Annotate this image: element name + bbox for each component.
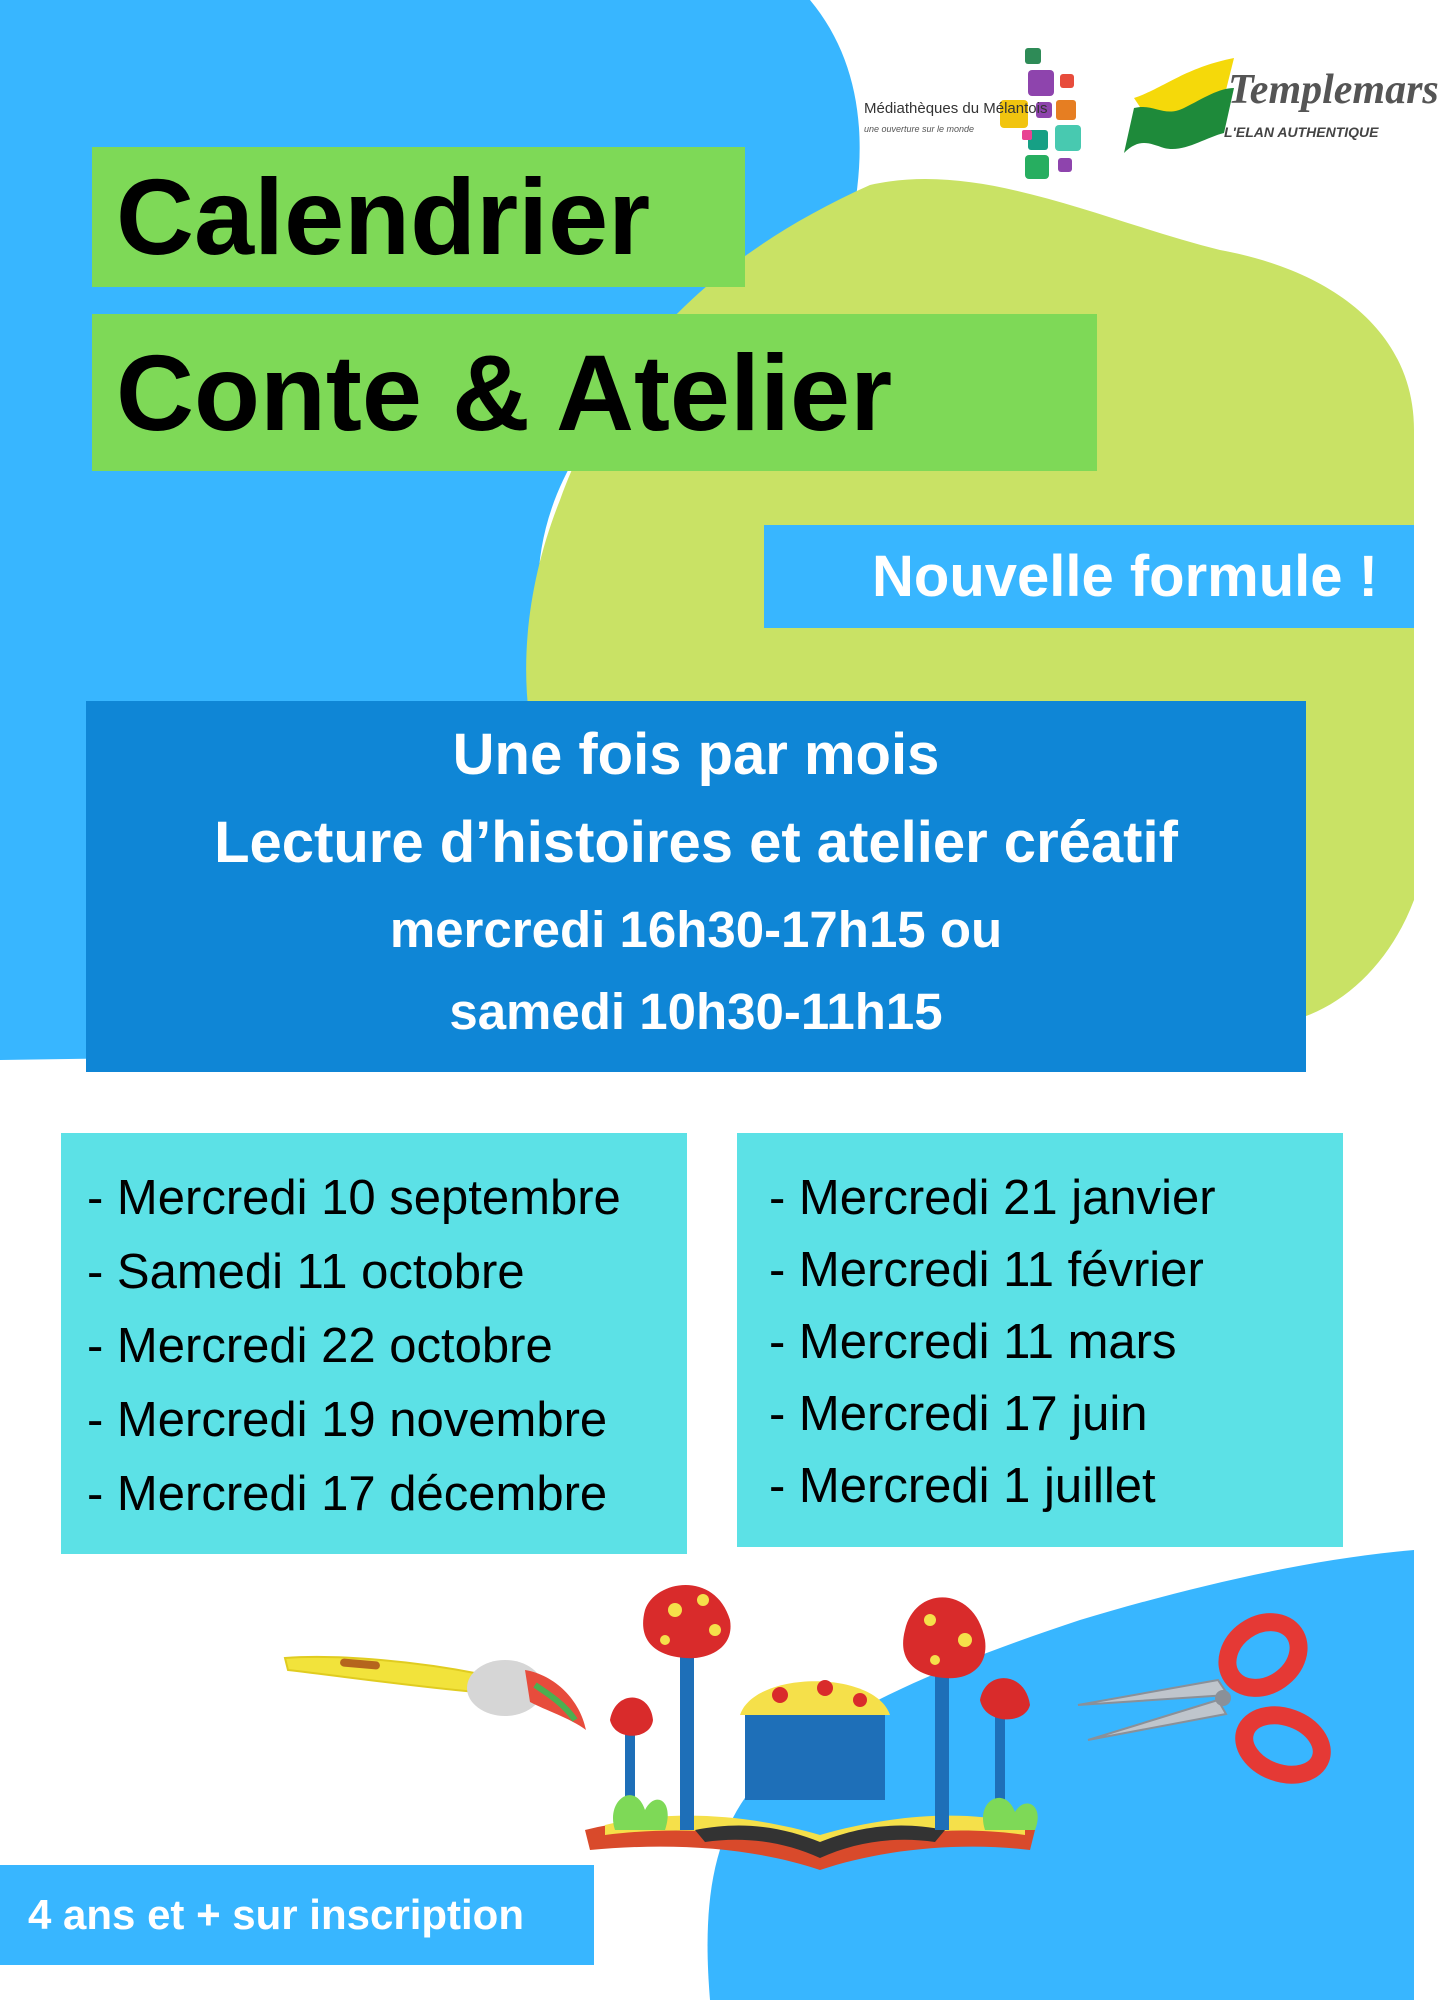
list-item: - Samedi 11 octobre — [87, 1245, 525, 1299]
title-line-2-text: Conte & Atelier — [116, 331, 893, 453]
age-registration-text: 4 ans et + sur inscription — [28, 1891, 524, 1938]
list-item: - Mercredi 10 septembre — [87, 1171, 621, 1225]
list-item: - Mercredi 11 février — [769, 1243, 1204, 1297]
new-formula-badge — [764, 525, 1414, 628]
title-line-2 — [92, 314, 1097, 471]
dates-list-left — [61, 1133, 687, 1554]
info-line-4: samedi 10h30-11h15 — [449, 983, 943, 1040]
mediatheques-tagline: une ouverture sur le monde — [864, 124, 975, 134]
list-item: - Mercredi 21 janvier — [769, 1171, 1216, 1225]
info-line-2: Lecture d’histoires et atelier créatif — [214, 810, 1178, 875]
list-item: - Mercredi 19 novembre — [87, 1393, 608, 1447]
list-item: - Mercredi 1 juillet — [769, 1459, 1156, 1513]
list-item: - Mercredi 22 octobre — [87, 1319, 553, 1373]
templemars-flag-icon — [1124, 58, 1234, 158]
scissors-icon — [1068, 1610, 1338, 1800]
mediatheques-name: Médiathèques du Mélantois — [864, 100, 1048, 117]
title-line-1-text: Calendrier — [116, 156, 651, 277]
list-item: - Mercredi 11 mars — [769, 1315, 1177, 1369]
schedule-info-box — [86, 701, 1306, 1072]
templemars-name: Templemars — [1228, 67, 1439, 113]
dates-list-right — [737, 1133, 1343, 1547]
title-line-1 — [92, 147, 745, 287]
list-item: - Mercredi 17 décembre — [87, 1467, 608, 1521]
templemars-logo — [1124, 58, 1439, 168]
templemars-tagline: L'ELAN AUTHENTIQUE — [1224, 124, 1379, 140]
mediatheques-logo — [860, 40, 1105, 180]
paintbrush-icon — [280, 1640, 600, 1750]
new-formula-text: Nouvelle formule ! — [872, 544, 1378, 609]
info-line-3: mercredi 16h30-17h15 ou — [389, 901, 1003, 958]
list-item: - Mercredi 17 juin — [769, 1387, 1148, 1441]
mushroom-book-icon — [585, 1580, 1055, 1880]
info-line-1: Une fois par mois — [452, 722, 940, 787]
age-registration-banner — [0, 1865, 594, 1965]
